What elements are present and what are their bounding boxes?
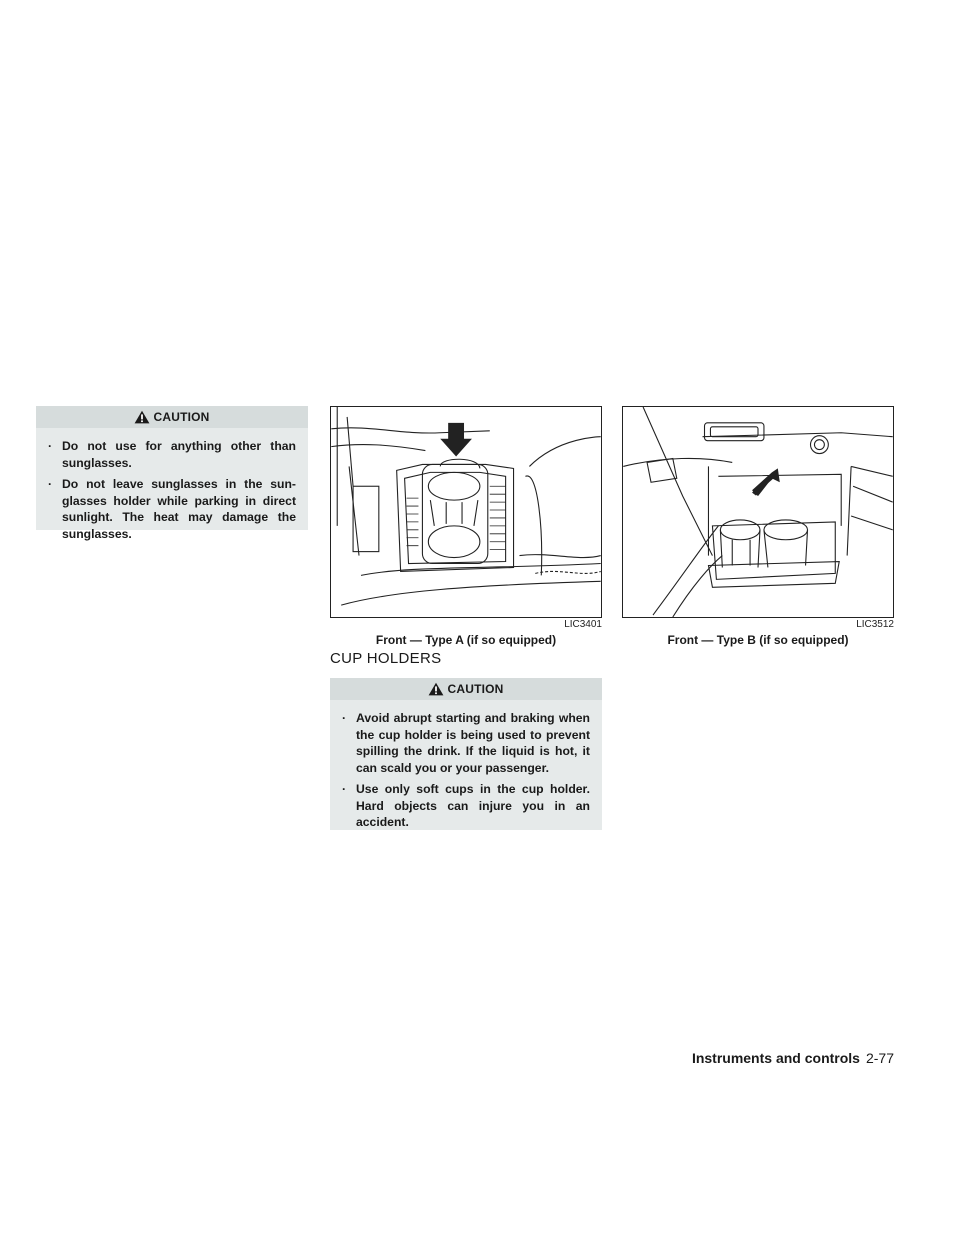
figure-code: LIC3401 — [564, 619, 602, 630]
caution-item: · Avoid abrupt starting and braking when the cup holder is being used to prevent spilling the drink. If the liquid is hot, it can scald you or your passenger. — [342, 710, 590, 776]
caution-list — [342, 710, 590, 831]
figure-cup-holder-type-a — [330, 406, 602, 618]
caution-list — [48, 438, 296, 542]
figure-cup-holder-type-b — [622, 406, 894, 618]
section-title: CUP HOLDERS — [330, 650, 442, 667]
page-footer — [692, 1050, 894, 1066]
caution-box-cup-holders — [330, 678, 602, 830]
figure-caption: Front — Type A (if so equipped) — [375, 633, 557, 647]
caution-item: · Use only soft cups in the cup holder. Hard objects can injure you in an accident. — [342, 781, 590, 831]
warning-icon — [428, 682, 444, 696]
warning-icon — [134, 410, 150, 424]
caution-box-sunglasses — [36, 406, 308, 541]
figure-code: LIC3512 — [856, 619, 894, 630]
caution-item: · Do not use for anything other than sunglasses. — [48, 438, 296, 471]
caution-header — [330, 678, 602, 700]
caution-header — [36, 406, 308, 428]
page-number: 2-77 — [865, 1050, 894, 1066]
figure-caption: Front — Type B (if so equipped) — [667, 633, 849, 647]
cup-holder-type-a-illustration — [331, 407, 601, 617]
caution-item: · Do not leave sunglasses in the sun-glasses holder while parking in direct sunlight. The heat may damage the sunglasses. — [48, 476, 296, 542]
arrow-down-icon — [440, 423, 472, 457]
caution-title: CAUTION — [447, 682, 504, 696]
chapter-title: Instruments and controls — [691, 1050, 860, 1066]
cup-holder-type-b-illustration — [623, 407, 893, 617]
caution-title: CAUTION — [153, 410, 210, 424]
